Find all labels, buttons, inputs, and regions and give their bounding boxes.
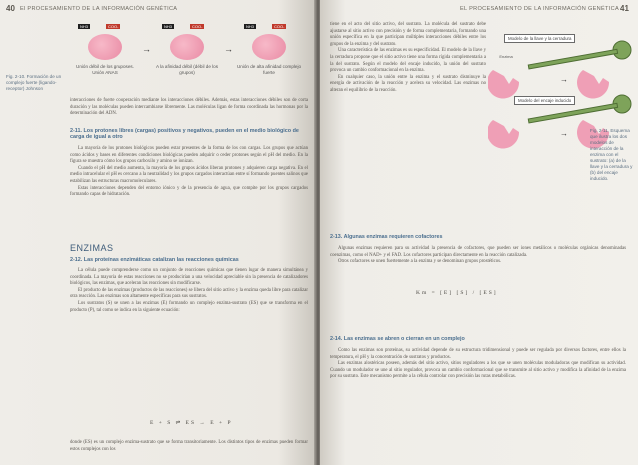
paragraph: En cualquier caso, la unión entre la enzima y el sustrato disminuye la energía de activación de la reacción y acelera su velocidad. Las enzimas no alteran el equilibrio de la reacción. <box>330 74 486 93</box>
page-number: 41 <box>620 4 629 13</box>
svg-text:→: → <box>560 75 568 84</box>
section-heading: 2-14. Las enzimas se abren o cierran en un complejo <box>330 336 465 342</box>
left-page <box>0 0 316 465</box>
figure-caption: Fig. 2-11. Esquema que ilustra los dos modelos de interacción de la enzima con el sustrato: (a) de la llave y la cerradura y (b) del encaje inducido. <box>590 128 633 181</box>
figure-tag: COO- <box>108 24 119 29</box>
section-body <box>330 22 486 95</box>
paragraph: Los sustratos (S) se unen a las enzimas (E) formando un complejo enzima-sustrato (ES) que se transforma en el producto (P), tal como se indica en la siguiente ecuación: <box>70 300 308 313</box>
closing-text <box>70 440 308 453</box>
figure-label-box: Modelo de la llave y la cerradura <box>504 34 575 43</box>
figure-label: A la afinidad débil (débil de los grupos) <box>155 64 219 75</box>
figure-label: Unión de alta afinidad complejo fuerte <box>236 64 302 75</box>
chapter-heading: ENZIMAS <box>70 243 114 253</box>
cell-blob <box>88 34 122 60</box>
section-body <box>70 146 308 199</box>
running-head: El PROCESAMIENTO DE LA INFORMACIÓN GENÉTICA <box>20 6 178 12</box>
section-heading: 2-12. Las proteínas enzimáticas catalizan las reacciones químicas <box>70 257 239 263</box>
equation: Km = [E] [S] / [ES] <box>416 290 498 296</box>
figure-label-box: Modelo del encaje inducido <box>514 96 575 105</box>
svg-text:→: → <box>560 129 568 138</box>
paragraph: Una característica de las enzimas es su especificidad. El modelo de la llave y la cerradura propone que el sitio activo tiene una forma rígida complementaria a la del sustrato. Según el modelo del encaje inducido, la unión del sustrato provoca un cambio conformacional en la enzima. <box>330 48 486 74</box>
intro-text <box>70 98 308 118</box>
paragraph: Las enzimas alostéricas poseen, además del sitio activo, sitios reguladores a los que se unen moléculas moduladoras que modifican su actividad. Cuando un modulador se une al sitio regulador, provoca un cambio conformacional que se transmite al sitio activo y modifica la afinidad de la enzima por su sustrato. Este mecanismo permite a la célula controlar con precisión las rutas metabólicas. <box>330 361 626 380</box>
paragraph: interacciones de fuerte cooperación mediante los interacciones débiles. Además, estas interacciones débiles son de corta duración y las moléculas pueden intercambiarse libremente. Las moléculas ligan de forma coordinada las hormonas por la determinación del ADN. <box>70 98 308 117</box>
section-heading: 2-13. Algunas enzimas requieren cofactores <box>330 234 443 240</box>
figure-tag: NH3 <box>164 24 173 29</box>
enzyme-label: Enzima <box>499 54 513 59</box>
figure-tag: NH3 <box>80 24 89 29</box>
paragraph: El producto de las enzimas (productos de las reacciones) se libera del sitio activo y la enzima queda libre para catalizar otra reacción. Las enzimas son altamente específicas para sus sustratos. <box>70 287 308 300</box>
paragraph: Como las enzimas son proteínas, su actividad depende de su estructura tridimensional y puede ser regulada por diversos factores, entre ellos la temperatura, el pH y la concentración de sustratos y productos. <box>330 348 626 360</box>
page-number: 40 <box>6 4 15 13</box>
cell-blob <box>252 34 286 60</box>
section-body <box>330 246 626 266</box>
running-head: EL PROCESAMIENTO DE LA INFORMACIÓN GENÉTICA <box>460 6 619 12</box>
paragraph: Estas interacciones dependen del entorno iónico y de la presencia de agua, que compite por los grupos cargados formando capas de hidratación. <box>70 185 308 198</box>
arrow-icon: → <box>224 44 233 54</box>
equation: E + S ⇌ ES → E + P <box>150 420 233 426</box>
section-body <box>70 268 308 314</box>
arrow-icon: → <box>142 44 151 54</box>
section-body <box>330 348 626 381</box>
figure-caption: Fig. 2-10. Formación de un complejo fuerte (ligando-receptor) Johnson <box>6 74 62 91</box>
figure-label: Unión débil de los gruposes. Unión ANAS <box>76 64 134 75</box>
right-page <box>320 0 638 465</box>
paragraph: La célula puede comprenderse como un conjunto de reacciones químicas que tienen lugar de manera simultánea y coordinada. La mayoría de estas reacciones no se producirían a una velocidad apreciable sin la presencia de catalizadores biológicos, las enzimas, que aceleran las reacciones sin modificarse. <box>70 268 308 287</box>
paragraph: La mayoría de los protones biológicos pueden estar presentes de la forma de los con cargas. Los grupos que actúan como ácidos y bases en diferentes condiciones biológicas pueden adquirir o ceder protones según el pH del medio. En la figura se muestra cómo los grupos carboxilo y amino se ionizan. <box>70 146 308 165</box>
paragraph: Otros cofactores se unen fuertemente a la enzima y se denominan grupos prostéticos. <box>338 259 502 265</box>
paragraph: Algunas enzimas requieren para su actividad la presencia de cofactores, que pueden ser iones metálicos o moléculas orgánicas denominadas coenzimas, como el NAD+ y el FAD. Los cofactores participan directamente en la reacción catalizada. <box>330 246 626 258</box>
figure-tag: COO- <box>192 24 203 29</box>
figure-tag: COO- <box>274 24 285 29</box>
paragraph: donde (ES) es un complejo enzima-sustrato que se forma transitoriamente. Los distintos tipos de enzimas pueden formar estos complejos con los <box>70 440 308 452</box>
section-heading: 2-11. Los protones libres (cargas) positivos y negativos, pueden en el medio biológico de carga de igual a otro <box>70 128 299 140</box>
figure-tag: NH3 <box>246 24 255 29</box>
figure-binding <box>70 22 310 84</box>
paragraph: tiene en el acto del sitio activo, del sustrato. La molécula del sustrato debe ajustarse al sitio activo con precisión y de forma complementaria, formando una unión específica en la que participan múltiples interacciones débiles entre los grupos de la enzima y del sustrato. <box>330 22 486 47</box>
cell-blob <box>170 34 204 60</box>
paragraph: Cuando el pH del medio aumenta, la mayoría de los grupos ácidos liberan protones y adquieren carga negativa. En el medio intracelular el pH es cercano a la neutralidad y los grupos cargados interactúan entre sí formando puentes salinos que estabilizan las estructuras macromoleculares. <box>70 165 308 184</box>
